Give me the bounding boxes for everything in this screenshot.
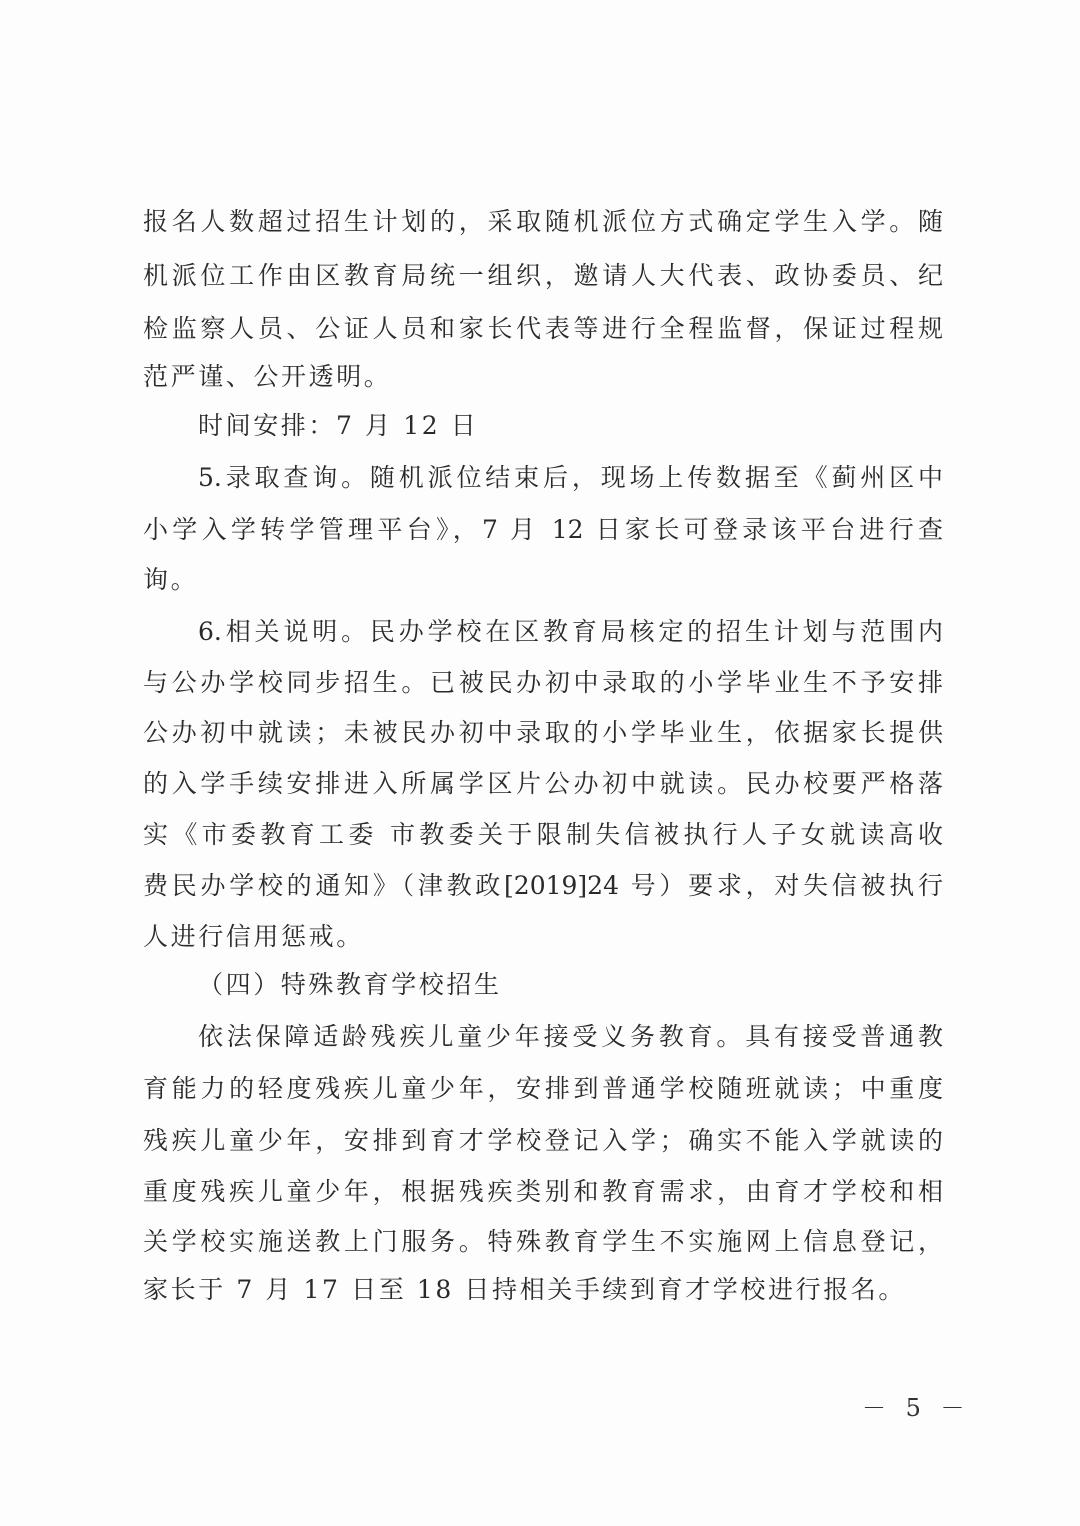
- text-line: 重度残疾儿童少年，根据残疾类别和教育需求，由育才学校和相: [143, 1177, 943, 1206]
- text-line: 家长于 7 月 17 日至 18 日持相关手续到育才学校进行报名。: [143, 1275, 907, 1304]
- text-line: 实《市委教育工委 市教委关于限制失信被执行人子女就读高收: [143, 820, 943, 849]
- text-line: 检监察人员、公证人员和家长代表等进行全程监督，保证过程规: [143, 314, 943, 343]
- text-line: 小学入学转学管理平台》，7 月 12 日家长可登录该平台进行查: [143, 515, 943, 544]
- text-line: 5.录取查询。随机派位结束后，现场上传数据至《蓟州区中: [198, 463, 943, 492]
- text-line: 6.相关说明。民办学校在区教育局核定的招生计划与范围内: [198, 617, 943, 646]
- text-line: 报名人数超过招生计划的，采取随机派位方式确定学生入学。随: [143, 207, 943, 236]
- text-line: 机派位工作由区教育局统一组织，邀请人大代表、政协委员、纪: [143, 261, 943, 290]
- text-line: 与公办学校同步招生。已被民办初中录取的小学毕业生不予安排: [143, 668, 943, 697]
- text-line: 育能力的轻度残疾儿童少年，安排到普通学校随班就读；中重度: [143, 1074, 943, 1103]
- text-line: 询。: [143, 565, 199, 594]
- text-line: 依法保障适龄残疾儿童少年接受义务教育。具有接受普通教: [198, 1022, 943, 1051]
- text-line: 范严谨、公开透明。: [143, 362, 392, 391]
- text-line: 费民办学校的通知》（津教政[2019]24 号）要求，对失信被执行: [143, 871, 943, 900]
- section-heading: （四）特殊教育学校招生: [198, 970, 502, 999]
- text-line: 的入学手续安排进入所属学区片公办初中就读。民办校要严格落: [143, 769, 943, 798]
- text-line: 时间安排：7 月 12 日: [198, 411, 479, 440]
- text-line: 公办初中就读；未被民办初中录取的小学毕业生，依据家长提供: [143, 718, 943, 747]
- text-line: 关学校实施送教上门服务。特殊教育学生不实施网上信息登记，: [143, 1227, 943, 1256]
- text-line: 人进行信用惩戒。: [143, 922, 364, 951]
- page-number: － 5 －: [862, 1394, 971, 1422]
- text-line: 残疾儿童少年，安排到育才学校登记入学；确实不能入学就读的: [143, 1126, 943, 1155]
